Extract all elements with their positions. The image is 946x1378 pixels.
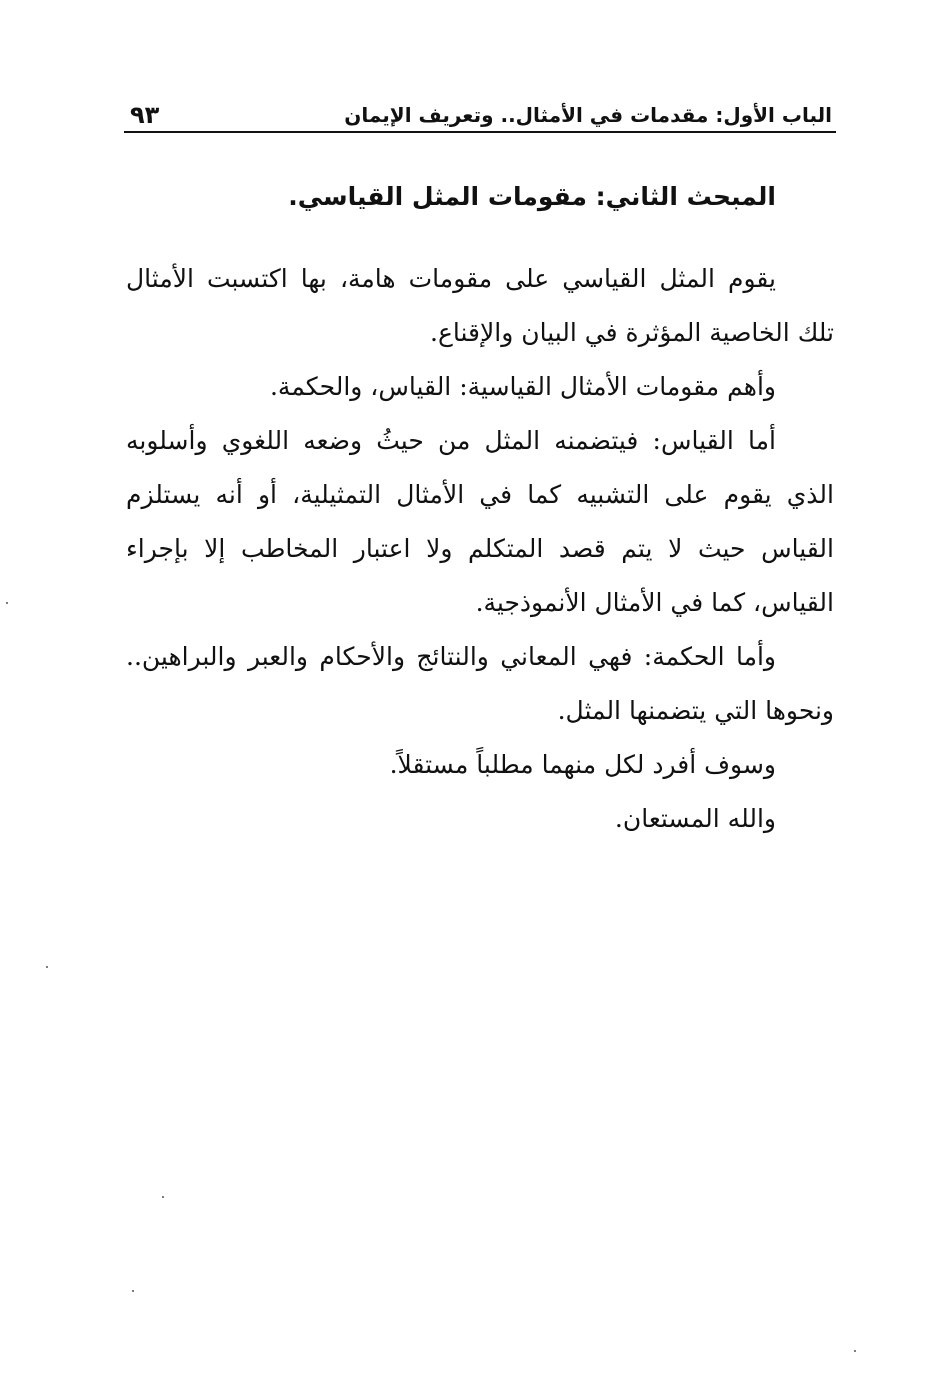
scan-speck — [162, 1196, 164, 1198]
paragraph-3: أما القياس: فيتضمنه المثل من حيثُ وضعه اللغوي وأسلوبه الذي يقوم على التشبيه كما في الأمثال التمثيلية، أو أنه يستلزم القياس حيث لا يتم قصد المتكلم ولا اعتبار المخاطب إلا بإجراء القياس، كما في الأمثال الأنموذجية. — [126, 426, 834, 617]
scan-speck — [46, 966, 48, 968]
paragraph-4: وأما الحكمة: فهي المعاني والنتائج والأحكام والعبر والبراهين.. ونحوها التي يتضمنها المثل. — [126, 642, 834, 725]
paragraph-5: وسوف أفرد لكل منهما مطلباً مستقلاً. — [389, 750, 776, 779]
section-heading: المبحث الثاني: مقومات المثل القياسي. — [288, 182, 776, 211]
paragraph-1: يقوم المثل القياسي على مقومات هامة، بها اكتسبت الأمثال تلك الخاصية المؤثرة في البيان والإقناع. — [126, 264, 834, 347]
paragraph-2: وأهم مقومات الأمثال القياسية: القياس، والحكمة. — [269, 372, 776, 401]
scan-speck — [6, 602, 8, 604]
paragraph-6: والله المستعان. — [614, 804, 776, 833]
scan-speck — [132, 1290, 134, 1292]
chapter-title: الباب الأول: مقدمات في الأمثال.. وتعريف الإيمان — [344, 103, 832, 127]
running-header — [124, 92, 836, 130]
header-rule — [124, 131, 836, 133]
page-body — [126, 168, 834, 846]
page-number: ٩٣ — [130, 101, 160, 129]
scan-speck — [854, 1350, 856, 1352]
